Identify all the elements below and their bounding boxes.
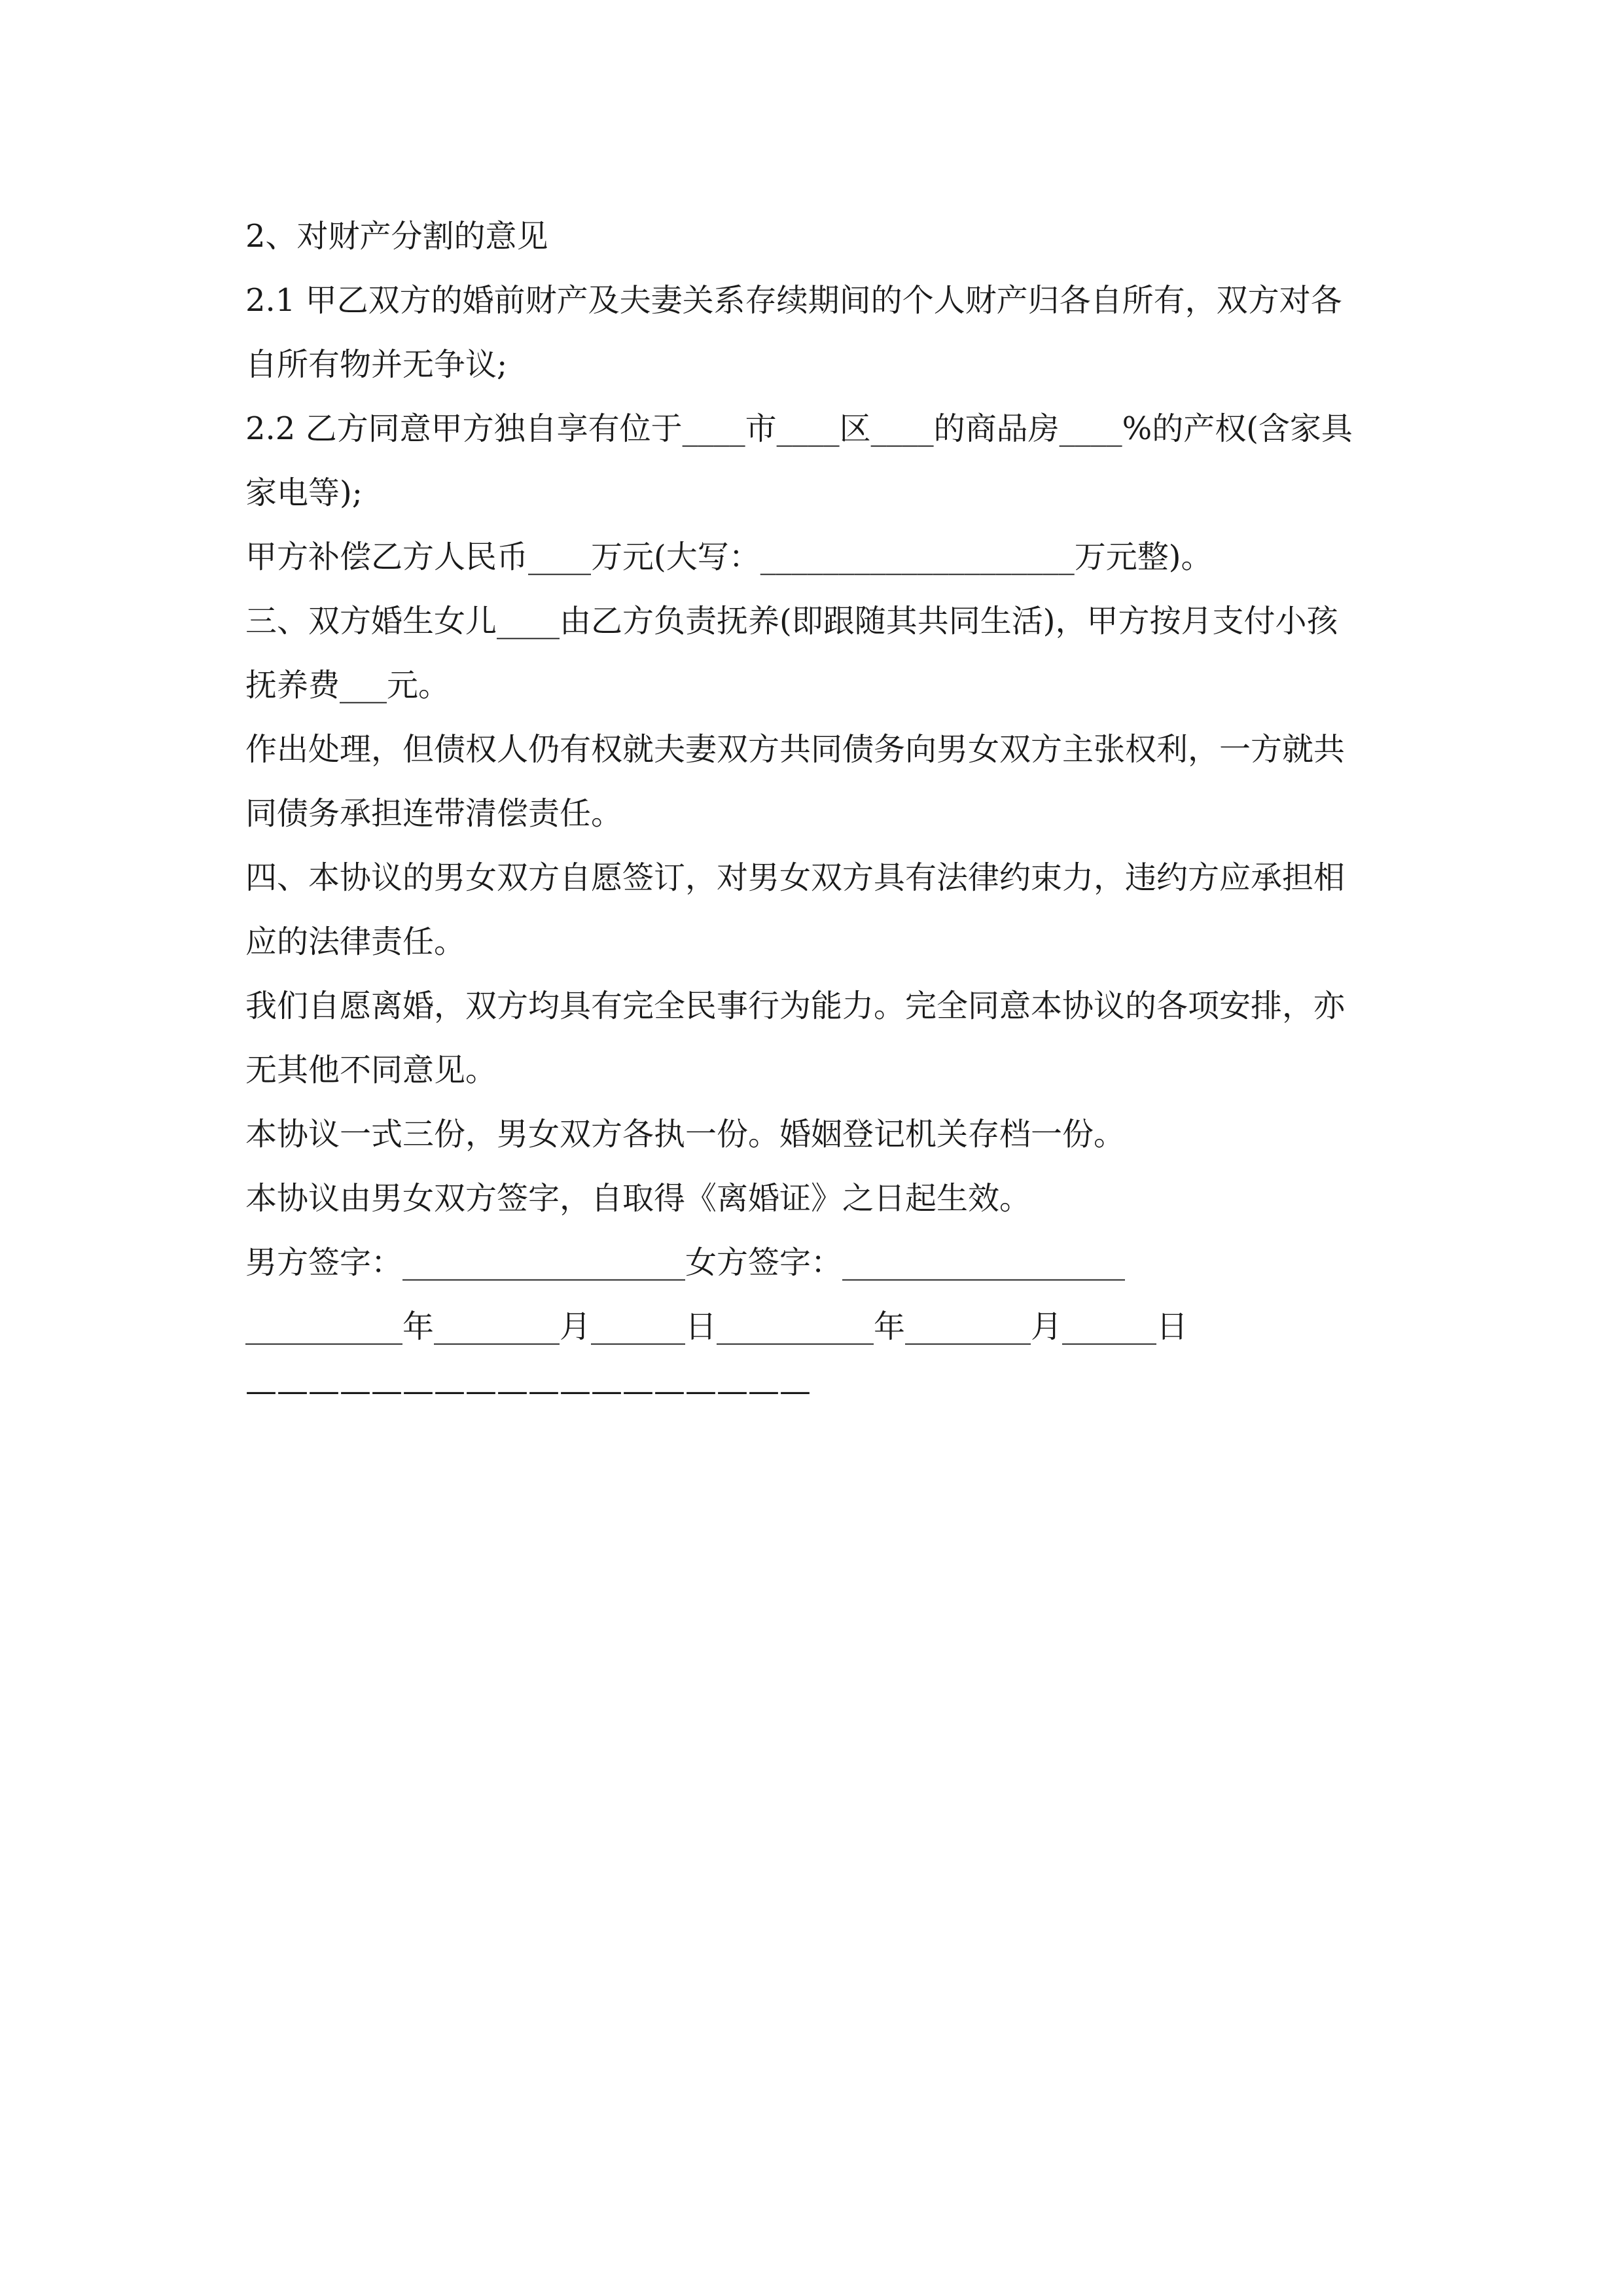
clause-2-2-line-1: 2.2 乙方同意甲方独自享有位于____市____区____的商品房____%的产权(含家具 xyxy=(245,410,1353,447)
compensation-line: 甲方补偿乙方人民币____万元(大写：____________________万元整)。 xyxy=(245,539,1213,575)
clause-2-2-line-2: 家电等); xyxy=(245,475,363,511)
document-body xyxy=(245,204,1381,1423)
end-rule: —————————————————— xyxy=(245,1372,811,1409)
signature-line: 男方签字：__________________女方签字：__________________ xyxy=(245,1244,1126,1281)
voluntary-line-1: 我们自愿离婚，双方均具有完全民事行为能力。完全同意本协议的各项安排，亦 xyxy=(245,988,1346,1024)
debt-line-2: 同债务承担连带清偿责任。 xyxy=(245,795,623,832)
heading-property: 2、对财产分割的意见 xyxy=(245,218,548,255)
clause-4-line-2: 应的法律责任。 xyxy=(245,924,466,960)
clause-3-line-1: 三、双方婚生女儿____由乙方负责抚养(即跟随其共同生活)，甲方按月支付小孩 xyxy=(245,603,1338,639)
date-line: __________年________月______日__________年________月______日 xyxy=(245,1308,1188,1345)
clause-3-line-2: 抚养费___元。 xyxy=(245,667,450,704)
clause-2-1-line-1: 2.1 甲乙双方的婚前财产及夫妻关系存续期间的个人财产归各自所有，双方对各 xyxy=(245,282,1342,319)
effective-line: 本协议由男女双方签字，自取得《离婚证》之日起生效。 xyxy=(245,1180,1031,1217)
clause-2-1-line-2: 自所有物并无争议; xyxy=(245,346,508,383)
debt-line-1: 作出处理，但债权人仍有权就夫妻双方共同债务向男女双方主张权利，一方就共 xyxy=(245,731,1346,768)
clause-4-line-1: 四、本协议的男女双方自愿签订，对男女双方具有法律约束力，违约方应承担相 xyxy=(245,859,1346,896)
voluntary-line-2: 无其他不同意见。 xyxy=(245,1052,497,1088)
copies-line: 本协议一式三份，男女双方各执一份。婚姻登记机关存档一份。 xyxy=(245,1116,1126,1153)
